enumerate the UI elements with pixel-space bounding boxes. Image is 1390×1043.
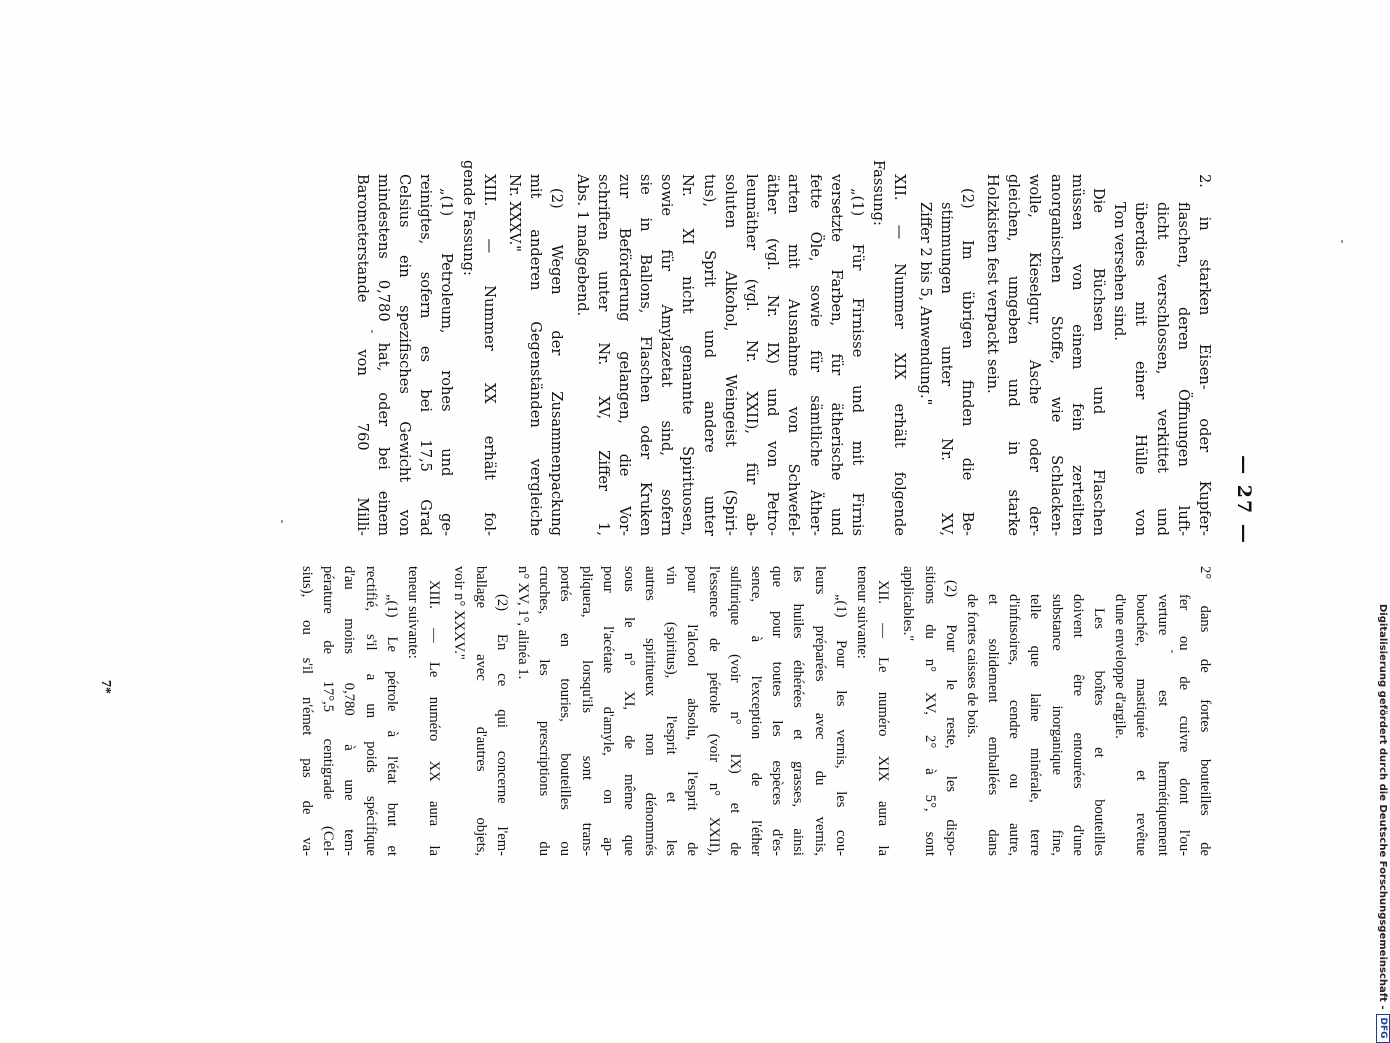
german-text-line: soluten Alkohol, Weingeist (Spiri- <box>721 174 739 536</box>
german-text-line: überdies mit einer Hülle von <box>1132 202 1150 536</box>
dfg-logo: DFG <box>1376 1014 1390 1043</box>
sheet-signature-mark: 7* <box>98 680 113 694</box>
french-text-line: pérature de 17°,5 centigrade (Cel- <box>320 566 337 856</box>
german-text-line: dicht verschlossen, verkittet und <box>1153 202 1171 536</box>
french-text-line: pliquera, lorsqu'ils sont trans- <box>578 566 595 856</box>
french-text-line: XIII. — Le numéro XX aura la <box>426 580 443 856</box>
german-text-line: mindestens 0,780 hat, oder bei einem <box>374 174 392 536</box>
german-text-line: stimmungen unter Nr. XV, <box>937 202 955 536</box>
french-text-line: leurs préparées avec du vernis, <box>811 566 828 856</box>
german-text-line: Nr. XI nicht genannte Spirituosen, <box>679 174 697 536</box>
french-text-line: portés en touries, bouteilles ou <box>557 566 574 856</box>
french-text-line: ballage avec d'autres objets, <box>472 566 489 856</box>
french-text-line: rectifié, s'il a un poids spécifique <box>362 566 379 856</box>
scan-speck <box>371 330 373 333</box>
french-text-line: „(1) Le pétrole à l'état brut et <box>383 594 400 856</box>
german-text-line: fette Öle, sowie für sämtliche Äther- <box>806 174 824 536</box>
french-text-line: Les boîtes et bouteilles <box>1091 608 1108 856</box>
scan-speck <box>281 520 283 523</box>
german-text-line: reinigtes, sofern es bei 17,5 Grad <box>417 174 435 536</box>
german-text-line: Ton versehen sind. <box>1111 202 1129 342</box>
french-text-line: que pour toutes les espèces d'es- <box>769 566 786 856</box>
french-text-line: telle que laine minérale, terre <box>1027 594 1044 856</box>
german-text-line: Fassung: <box>870 160 888 226</box>
french-text-column <box>296 566 1215 856</box>
french-text-line: XII. — Le numéro XIX aura la <box>875 580 892 856</box>
page-number: — 27 — <box>1233 455 1255 545</box>
french-text-line: 2° dans de fortes bouteilles de <box>1197 566 1213 856</box>
french-text-line: d'infusoires, cendre ou autre, <box>1006 594 1023 856</box>
german-text-line: zur Beförderung gelangen, die Vor- <box>615 174 633 536</box>
german-text-line: „(1) Petroleum, rohes und ge- <box>438 188 456 536</box>
french-text-line: „(1) Pour les vernis, les cou- <box>832 594 849 856</box>
german-text-line: arten mit Ausnahme von Schwefel- <box>785 174 803 536</box>
german-text-line: sie in Ballons, Flaschen oder Kruken <box>637 174 655 536</box>
french-text-line: les huiles éthérées et grasses, ainsi <box>790 566 807 856</box>
german-text-line: versetzte Farben, für ätherische und <box>827 174 845 536</box>
credit-text: Digitalisierung gefördert durch die Deutsche Forschungsgemeinschaft - <box>1377 604 1389 1010</box>
german-text-line: Barometerstande von 760 Milli- <box>353 174 371 536</box>
german-text-line: Die Büchsen und Flaschen <box>1090 188 1108 536</box>
german-text-line: Nr. XXXV." <box>506 174 523 252</box>
german-text-line: Holzkisten fest verpackt sein. <box>984 174 1002 394</box>
french-text-line: applicables." <box>900 566 917 642</box>
digitization-credit <box>1376 604 1390 1039</box>
german-text-line: anorganischen Stoffe, wie Schlacken- <box>1047 174 1065 536</box>
french-text-line: verture est hermétiquement <box>1154 594 1171 856</box>
french-text-line: sous le n° XI, de même que <box>620 566 637 856</box>
french-text-line: sence, à l'exception de l'éther <box>748 566 765 856</box>
french-text-line: de fortes caisses de bois. <box>963 594 980 738</box>
french-text-line: sulfurique (voir n° IX) et de <box>726 566 743 856</box>
french-text-line: vin (spiritus), l'esprit et les <box>663 566 680 856</box>
german-text-line: (2) Im übrigen finden die Be- <box>958 188 976 536</box>
french-text-line: doivent être entourées d'une <box>1069 594 1086 856</box>
german-text-line: XII. — Nummer XIX erhält folgende <box>891 174 909 536</box>
german-text-line: äther (vgl. Nr. IX) und von Petro- <box>764 174 782 536</box>
german-text-line: gende Fassung: <box>459 160 477 276</box>
french-text-line: fer ou de cuivre dont l'ou- <box>1175 594 1192 856</box>
french-text-line: autres spiritueux non dénommés <box>642 566 659 856</box>
german-text-line: 2. in starken Eisen- oder Kupfer- <box>1196 174 1213 536</box>
french-text-line: teneur suivante: <box>405 566 422 659</box>
french-text-line: n° XV, 1°, alinéa 1. <box>515 566 531 680</box>
french-text-line: d'au moins 0,780 à une tem- <box>341 566 358 856</box>
german-text-line: wolle, Kieselgur, Asche oder der- <box>1026 174 1044 536</box>
french-text-line: voir n° XXXV." <box>451 566 468 660</box>
german-text-line: müssen von einem fein zerteilten <box>1068 174 1086 536</box>
french-text-line: pour l'alcool absolu, l'esprit de <box>684 566 701 856</box>
french-text-line: (2) Pour le reste, les dispo- <box>942 580 959 856</box>
french-text-line: pour l'acétate d'amyle, on ap- <box>599 566 616 856</box>
scan-speck <box>1171 650 1173 653</box>
french-text-line: substance inorganique fine, <box>1048 594 1065 856</box>
german-text-line: leumäther (vgl. Nr. XXII), für ab- <box>743 174 761 536</box>
french-text-line: l'essence de pétrole (voir n° XXII), <box>705 566 722 856</box>
scan-speck <box>1341 240 1343 243</box>
french-text-line: sitions du n° XV, 2° à 5°, sont <box>921 566 938 856</box>
french-text-line: et solidement emballées dans <box>985 594 1002 856</box>
french-text-line: (2) En ce qui concerne l'em- <box>493 594 510 856</box>
german-text-line: „(1) Für Firnisse und mit Firnis <box>849 188 866 536</box>
french-text-line: teneur suivante: <box>854 566 870 659</box>
french-text-line: cruches, les prescriptions du <box>536 566 553 856</box>
german-text-column <box>352 160 1216 536</box>
french-text-line: sius), ou s'il n'émet pas de va- <box>299 566 316 856</box>
german-text-line: gleichen, umgeben und in starke <box>1005 174 1023 536</box>
german-text-line: tus), Sprit und andere unter <box>700 174 718 536</box>
german-text-line: sowie für Amylazetat sind, sofern <box>658 174 676 536</box>
german-text-line: (2) Wegen der Zusammenpackung <box>548 188 566 536</box>
german-text-line: Abs. 1 maßgebend. <box>573 174 591 317</box>
german-text-line: schriften unter Nr. XV, Ziffer 1, <box>594 174 612 536</box>
german-text-line: Celsius ein spezifisches Gewicht von <box>396 174 414 536</box>
german-text-line: XIII. — Nummer XX erhält fol- <box>480 174 498 536</box>
french-text-line: bouchée, mastiquée et revêtue <box>1133 594 1150 856</box>
german-text-line: mit anderen Gegenständen vergleiche <box>527 174 545 536</box>
french-text-line: d'une enveloppe d'argile. <box>1112 594 1129 739</box>
german-text-line: flaschen, deren Öffnungen luft- <box>1174 202 1192 536</box>
german-text-line: Ziffer 2 bis 5, Anwendung." <box>916 202 934 406</box>
